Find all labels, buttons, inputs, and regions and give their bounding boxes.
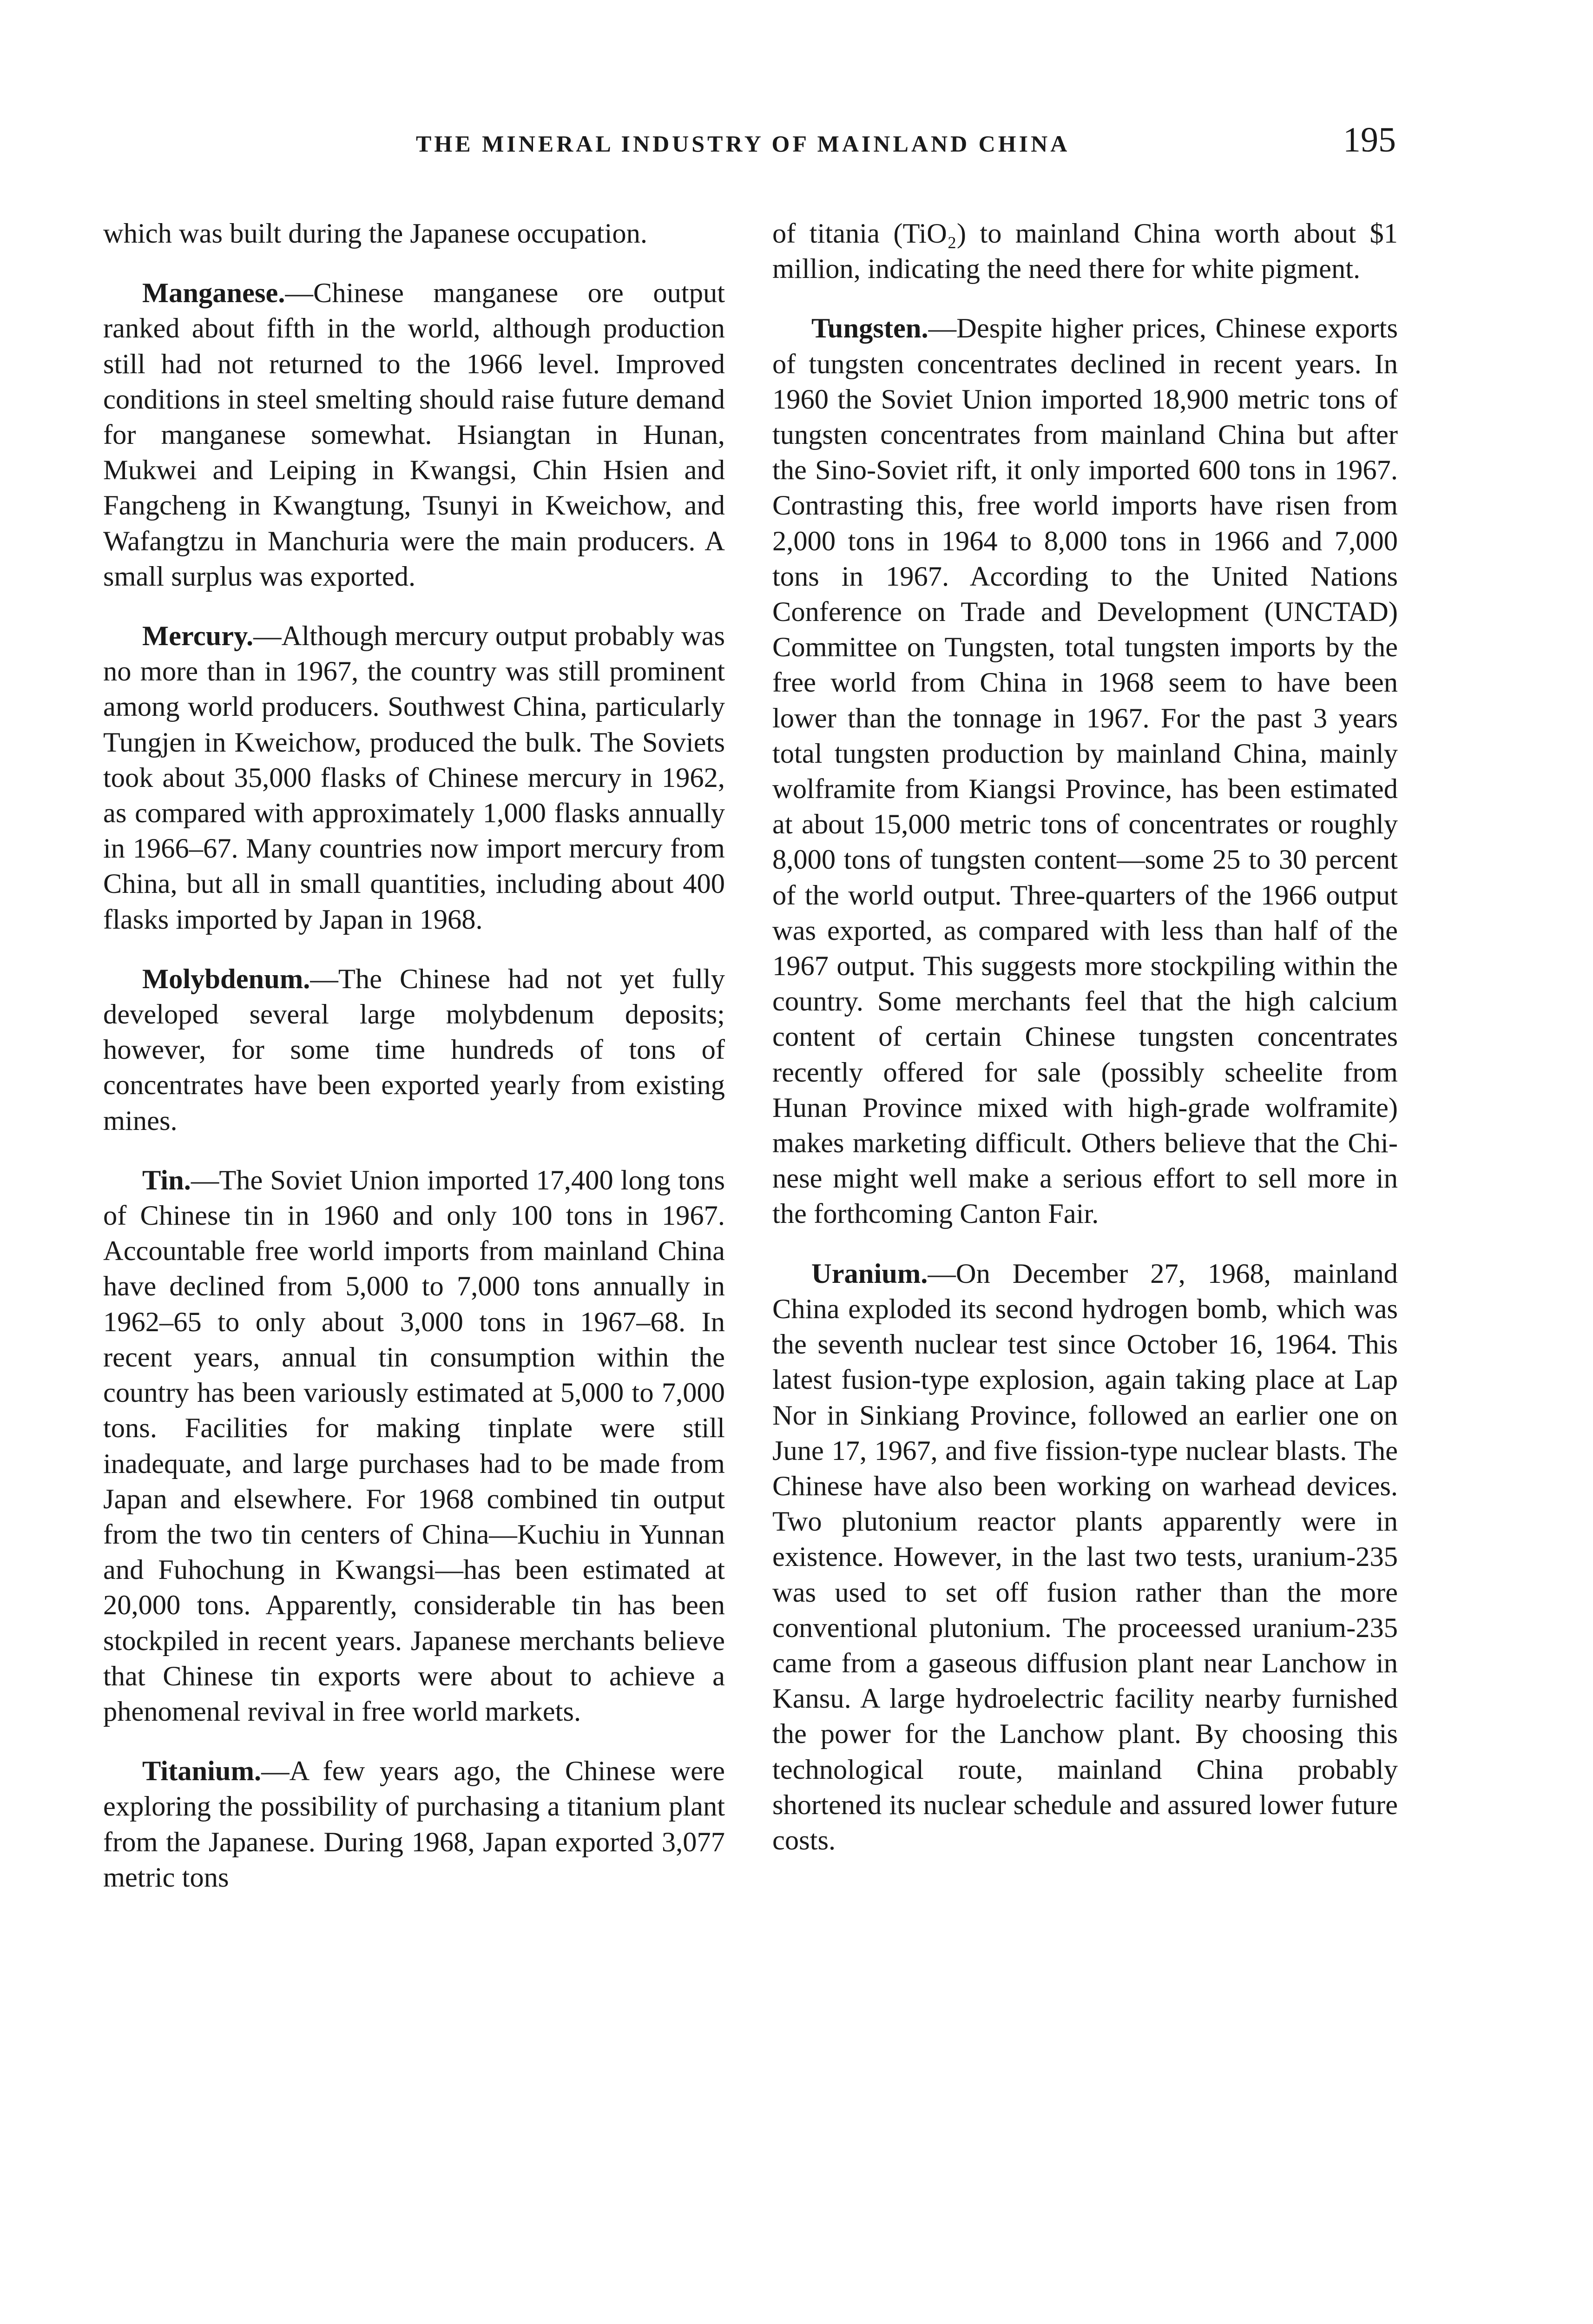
mercury-text: —Although mercury output probably was no more than in 1967, the country was still prominent among world producers. Southwest China, particularly Tungjen in Kweichow, produced the bulk. The Soviets took about 35,000 flasks of Chinese mercury in 1962, as compared with approximately 1,000 flasks annually in 1966–67. Many countries now import mercury from China, but all in small quantities, including about 400 flasks imported by Japan in 1968. bbox=[103, 621, 725, 935]
manganese-text: —Chinese manganese ore output ranked about fifth in the world, although production still had not returned to the 1966 level. Improved conditions in steel smelting should raise future demand for manganese somewhat. Hsiangtan in Hunan, Mukwei and Leiping in Kwangsi, Chin Hsien and Fangcheng in Kwangtung, Tsunyi in Kweichow, and Wafangtzu in Manchuria were the main producers. A small surplus was exported. bbox=[103, 277, 725, 592]
tin-heading: Tin. bbox=[142, 1164, 191, 1196]
tin-text: —The Soviet Union imported 17,400 long tons of Chinese tin in 1960 and only 100 tons in 1967. Accountable free world imports from mainland China have declined from 5,000 to 7,000 tons annually in 1962–65 to only about 3,000 tons in 1967–68. In recent years, annual tin consumption within the country has been variously estimated at 5,000 to 7,000 tons. Facilities for making tinplate were still inadequate, and large purchases had to be made from Japan and elsewhere. For 1968 combined tin output from the two tin centers of China—Kuchiu in Yunnan and Fuhochung in Kwangsi—has been estimated at 20,000 tons. Apparently, considerable tin has been stockpiled in recent years. Japanese merchants believe that Chinese tin exports were about to achieve a phenomenal revival in free world markets. bbox=[103, 1164, 725, 1727]
uranium-text: —On December 27, 1968, mainland China exploded its second hydrogen bomb, which was the seventh nuclear test since October 16, 1964. This latest fusion-type explosion, again taking place at Lap Nor in Sinkiang Province, followed an earlier one on June 17, 1967, and five fission-type nuclear blasts. The Chinese have also been working on warhead devices. Two plutonium reactor plants apparently were in existence. However, in the last two tests, uranium-235 was used to set off fusion rather than the more conventional plutonium. The proceessed uranium-235 came from a gaseous diffusion plant near Lanchow in Kansu. A large hydroelectric facility nearby furnished the power for the Lanchow plant. By choosing this technological route, mainland China probably shortened its nuclear schedule and assured lower future costs. bbox=[772, 1258, 1398, 1856]
uranium-paragraph bbox=[772, 1256, 1398, 1858]
mercury-paragraph bbox=[103, 619, 725, 938]
uranium-heading: Uranium. bbox=[811, 1258, 928, 1289]
manganese-paragraph bbox=[103, 276, 725, 594]
titanium-heading: Titanium. bbox=[142, 1756, 262, 1787]
molybdenum-text: —The Chinese had not yet fully developed several large molybdenum deposits; however, for some time hundreds of tons of concentrates have been exported yearly from existing mines. bbox=[103, 963, 725, 1136]
running-title: THE MINERAL INDUSTRY OF MAINLAND CHINA bbox=[416, 131, 1070, 157]
molybdenum-paragraph bbox=[103, 962, 725, 1139]
titanium-continuation-paragraph bbox=[772, 216, 1398, 287]
left-column bbox=[103, 216, 725, 1920]
right-column bbox=[772, 216, 1398, 1882]
molybdenum-heading: Molybdenum. bbox=[142, 963, 310, 995]
manganese-heading: Manganese. bbox=[142, 277, 285, 309]
tungsten-heading: Tungsten. bbox=[811, 313, 928, 344]
continuation-paragraph bbox=[103, 216, 725, 251]
titanium-continuation-text: of titania (TiO₂) to mainland China worth about $1 million, indicating the need there for white pigment. bbox=[772, 218, 1398, 285]
titanium-text: —A few years ago, the Chinese were exploring the possibility of purchasing a titanium plant from the Japanese. During 1968, Japan exported 3,077 metric tons bbox=[103, 1756, 725, 1893]
continuation-text: which was built during the Japanese occupation. bbox=[103, 218, 648, 249]
page-number: 195 bbox=[1343, 120, 1396, 159]
page-header bbox=[0, 116, 1593, 172]
titanium-paragraph bbox=[103, 1754, 725, 1895]
tungsten-text: —Despite higher prices, Chinese exports of tungsten concentrates declined in recent years. In 1960 the Soviet Union imported 18,900 metric tons of tungsten concentrates from mainland China but after the Sino-Soviet rift, it only imported 600 tons in 1967. Contrasting this, free world imports have risen from 2,000 tons in 1964 to 8,000 tons in 1966 and 7,000 tons in 1967. According to the United Nations Conference on Trade and Development (UNCTAD) Committee on Tungsten, total tungsten imports by the free world from China in 1968 seem to have been lower than the tonnage in 1967. For the past 3 years total tungsten production by mainland China, mainly wolframite from Kiangsi Province, has been estimated at about 15,000 metric tons of concentrates or roughly 8,000 tons of tungsten content—some 25 to 30 percent of the world output. Three-quarters of the 1966 output was exported, as compared with less than half of the 1967 output. This suggests more stockpiling within the country. Some merchants feel that the high calcium content of certain Chinese tungsten concentrates recently offered for sale (possibly scheelite from Hunan Province mixed with high-grade wolframite) makes marketing difficult. Others believe that the Chinese might well make a serious effort to sell more in the forthcoming Canton Fair. bbox=[772, 313, 1398, 1230]
tungsten-paragraph bbox=[772, 311, 1398, 1232]
mercury-heading: Mercury. bbox=[142, 621, 254, 652]
tin-paragraph bbox=[103, 1163, 725, 1730]
